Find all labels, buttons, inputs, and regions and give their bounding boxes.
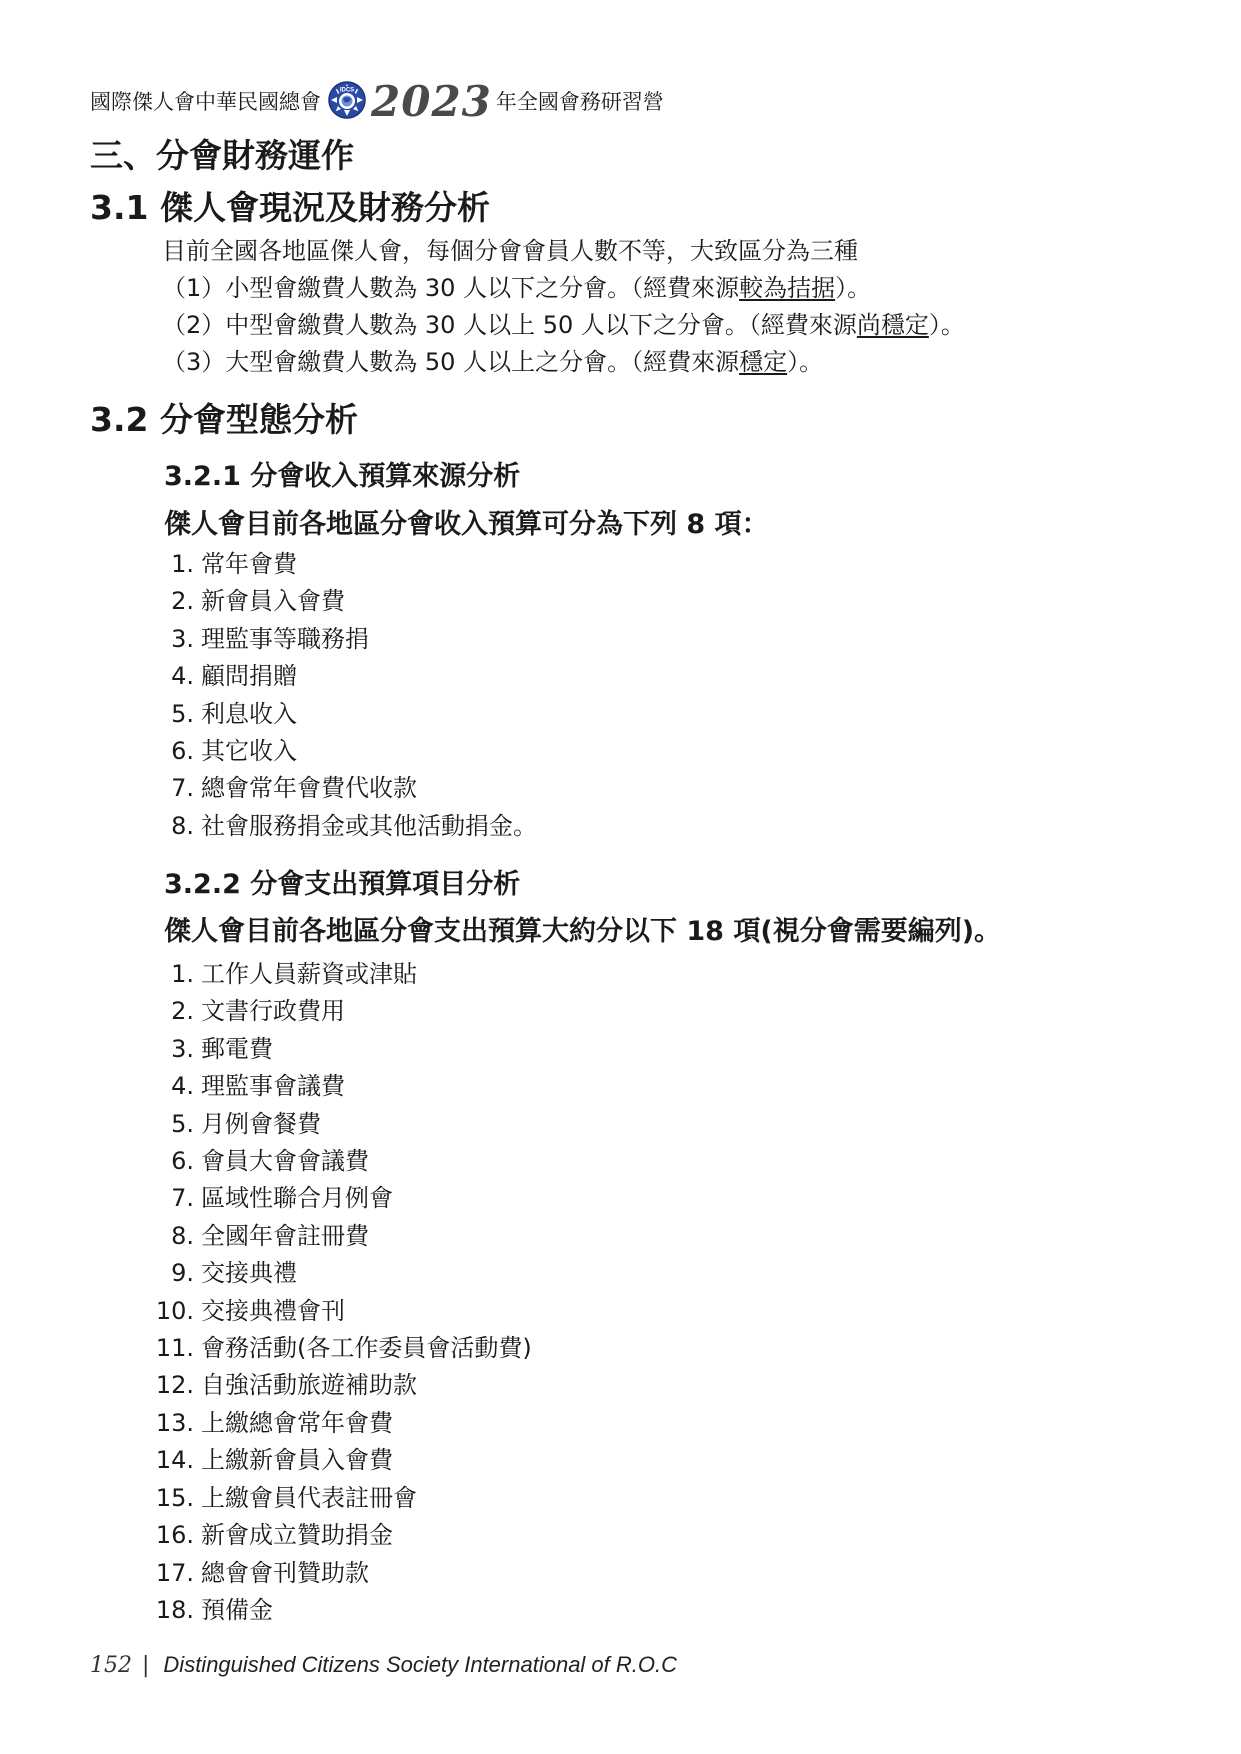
list-item: [140, 621, 537, 658]
list-item: [140, 1143, 532, 1180]
logo-text: IDCS: [339, 87, 355, 94]
list-item-text: 上繳會員代表註冊會: [201, 1483, 417, 1512]
list-item: [140, 1218, 532, 1255]
list-item: [140, 733, 537, 770]
list-item-text: 顧問捐贈: [201, 662, 297, 691]
list-item-text: 上繳新會員入會費: [201, 1446, 393, 1475]
list-item-text: 其它收入: [201, 737, 297, 766]
s31-item-1: [162, 270, 871, 307]
list-item-text: 社會服務捐金或其他活動捐金。: [201, 811, 537, 840]
list-item-text: 總會會刊贊助款: [201, 1558, 369, 1587]
list-item-number: 5.: [171, 1109, 194, 1138]
list-item: [140, 993, 532, 1030]
list-item-number: 6.: [171, 737, 194, 766]
list-item: [140, 1330, 532, 1367]
list-item-text: 利息收入: [201, 699, 297, 728]
list-item-text: 新會成立贊助捐金: [201, 1521, 393, 1550]
list-item-number: 7.: [171, 774, 194, 803]
list-item-number: 2.: [171, 997, 194, 1026]
list-item: [140, 1480, 532, 1517]
heading-3-2: 3.2 分會型態分析: [90, 400, 358, 439]
list-item: [140, 1442, 532, 1479]
list-item: [140, 1555, 532, 1592]
page-number: 152: [90, 1653, 132, 1678]
list-item: [140, 1180, 532, 1217]
list-item: [140, 1255, 532, 1292]
list-item-text: 郵電費: [201, 1034, 273, 1063]
list-item-number: 1.: [171, 550, 194, 578]
list-item: [140, 658, 537, 695]
s31-item-2-pre: （2）中型會繳費人數為 30 人以上 50 人以下之分會。（經費來源: [162, 311, 857, 339]
list-item-number: 8.: [171, 811, 194, 840]
section-title: 三、分會財務運作: [90, 136, 354, 175]
list-item-text: 總會常年會費代收款: [201, 774, 417, 803]
heading-3-1: 3.1 傑人會現況及財務分析: [90, 188, 490, 227]
list-item-text: 全國年會註冊費: [201, 1221, 369, 1250]
list-item-number: 4.: [171, 662, 194, 691]
s321-subtitle: 傑人會目前各地區分會收入預算可分為下列 8 項：: [164, 509, 769, 540]
header-year: 2023: [371, 77, 492, 126]
heading-3-2-1: 3.2.1 分會收入預算來源分析: [164, 461, 521, 492]
list-item: [140, 1293, 532, 1330]
list-item-number: 8.: [171, 1221, 194, 1250]
list-item: [140, 1592, 532, 1629]
list-item: [140, 583, 537, 620]
list-item-text: 常年會費: [201, 550, 297, 578]
list-item-number: 5.: [171, 699, 194, 728]
list-item-number: 9.: [171, 1259, 194, 1288]
s31-item-1-pre: （1）小型會繳費人數為 30 人以下之分會。（經費來源: [162, 274, 740, 302]
list-item: [140, 1106, 532, 1143]
list-item: [140, 1405, 532, 1442]
list-item-text: 理監事等職務捐: [201, 624, 369, 653]
list-item: [140, 546, 537, 583]
list-item-number: 1.: [171, 960, 194, 988]
footer-separator: |: [142, 1653, 150, 1678]
s31-intro: 目前全國各地區傑人會，每個分會會員人數不等，大致區分為三種: [162, 237, 858, 265]
list-item-text: 交接典禮: [201, 1259, 297, 1288]
list-item-number: 6.: [171, 1147, 194, 1176]
footer-org-name: Distinguished Citizens Society International of R.O.C: [163, 1652, 677, 1677]
list-item: [140, 696, 537, 733]
idcs-logo-icon: [327, 80, 367, 120]
list-item-text: 文書行政費用: [201, 997, 345, 1026]
list-item: [140, 1031, 532, 1068]
list-item-number: 15.: [155, 1483, 194, 1512]
list-item-number: 10.: [155, 1296, 194, 1325]
list-item: [140, 956, 532, 993]
s31-item-3: [162, 344, 823, 381]
header-event-title: 年全國會務研習營: [495, 90, 664, 114]
list-item: [140, 1068, 532, 1105]
list-item-number: 18.: [155, 1595, 194, 1624]
heading-3-2-2: 3.2.2 分會支出預算項目分析: [164, 869, 521, 900]
s31-item-1-underlined: 較為拮据: [739, 274, 836, 302]
list-item-number: 16.: [155, 1521, 194, 1550]
s31-item-2: [162, 307, 965, 344]
s31-item-2-post: ）。: [928, 311, 965, 339]
list-item-text: 預備金: [201, 1595, 273, 1624]
list-item-number: 2.: [171, 587, 194, 616]
list-item-number: 4.: [171, 1072, 194, 1101]
list-item-text: 區域性聯合月例會: [201, 1184, 393, 1213]
list-item-number: 11.: [155, 1334, 194, 1363]
list-item-number: 12.: [155, 1371, 194, 1400]
list-item: [140, 1367, 532, 1404]
page-footer: [90, 1652, 677, 1678]
s31-item-3-pre: （3）大型會繳費人數為 50 人以上之分會。（經費來源: [162, 348, 740, 376]
list-item-text: 理監事會議費: [201, 1072, 345, 1101]
list-item-number: 13.: [155, 1408, 194, 1437]
list-item-text: 月例會餐費: [201, 1109, 321, 1138]
list-item-number: 17.: [155, 1558, 194, 1587]
list-item: [140, 808, 537, 845]
list-item-text: 工作人員薪資或津貼: [201, 960, 417, 988]
s31-item-2-underlined: 尚穩定: [856, 311, 929, 339]
list-item-text: 交接典禮會刊: [201, 1296, 345, 1325]
list-item: [140, 1517, 532, 1554]
list-item-number: 7.: [171, 1184, 194, 1213]
s31-item-3-underlined: 穩定: [739, 348, 788, 376]
list-item-text: 新會員入會費: [201, 587, 345, 616]
list-item-text: 會員大會會議費: [201, 1147, 369, 1176]
s31-item-3-post: ）。: [787, 348, 824, 376]
list-item-number: 3.: [171, 624, 194, 653]
s31-item-1-post: ）。: [835, 274, 872, 302]
list-item-text: 自強活動旅遊補助款: [201, 1371, 417, 1400]
list-item-text: 會務活動(各工作委員會活動費): [201, 1334, 532, 1363]
s322-subtitle: 傑人會目前各地區分會支出預算大約分以下 18 項(視分會需要編列)。: [164, 916, 1002, 947]
list-item-text: 上繳總會常年會費: [201, 1408, 393, 1437]
header-org-name: 國際傑人會中華民國總會: [90, 90, 321, 114]
list-item: [140, 770, 537, 807]
list-item-number: 3.: [171, 1034, 194, 1063]
list-item-number: 14.: [155, 1446, 194, 1475]
page-header: [90, 70, 664, 126]
income-list: [140, 546, 537, 845]
expense-list: [140, 956, 532, 1629]
